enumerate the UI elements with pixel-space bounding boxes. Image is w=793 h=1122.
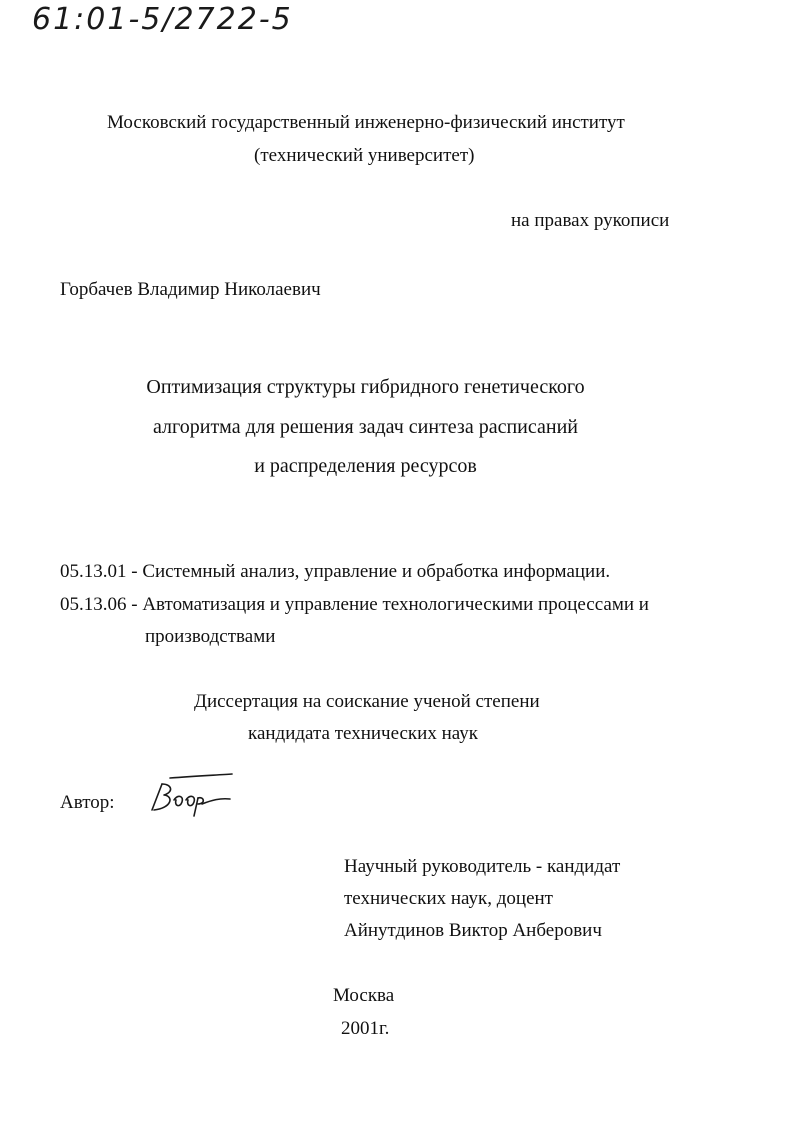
- author-label: Автор:: [60, 792, 115, 813]
- dissertation-title-line-2: алгоритма для решения задач синтеза расписаний: [153, 416, 578, 438]
- manuscript-rights: на правах рукописи: [511, 210, 670, 231]
- specialty-1: 05.13.01 - Системный анализ, управление и обработка информации.: [60, 561, 611, 582]
- specialty-2-continuation: производствами: [145, 626, 276, 647]
- city: Москва: [333, 985, 395, 1006]
- dissertation-degree-line-1: Диссертация на соискание ученой степени: [194, 691, 540, 712]
- dissertation-title-line-3: и распределения ресурсов: [254, 455, 477, 477]
- institution-name: Московский государственный инженерно-физический институт: [107, 112, 625, 133]
- dissertation-degree-line-2: кандидата технических наук: [248, 723, 478, 744]
- institution-subtitle: (технический университет): [254, 145, 475, 166]
- supervisor-line-1: Научный руководитель - кандидат: [344, 856, 621, 877]
- supervisor-line-2: технических наук, доцент: [344, 888, 553, 909]
- supervisor-name: Айнутдинов Виктор Анберович: [344, 920, 602, 941]
- archive-number: 61:01-5/2722-5: [32, 2, 293, 37]
- author-name: Горбачев Владимир Николаевич: [60, 279, 321, 300]
- specialty-2: 05.13.06 - Автоматизация и управление технологическими процессами и: [60, 594, 649, 615]
- dissertation-title-line-1: Оптимизация структуры гибридного генетического: [146, 376, 585, 398]
- year: 2001г.: [341, 1018, 390, 1039]
- author-signature: [140, 770, 240, 820]
